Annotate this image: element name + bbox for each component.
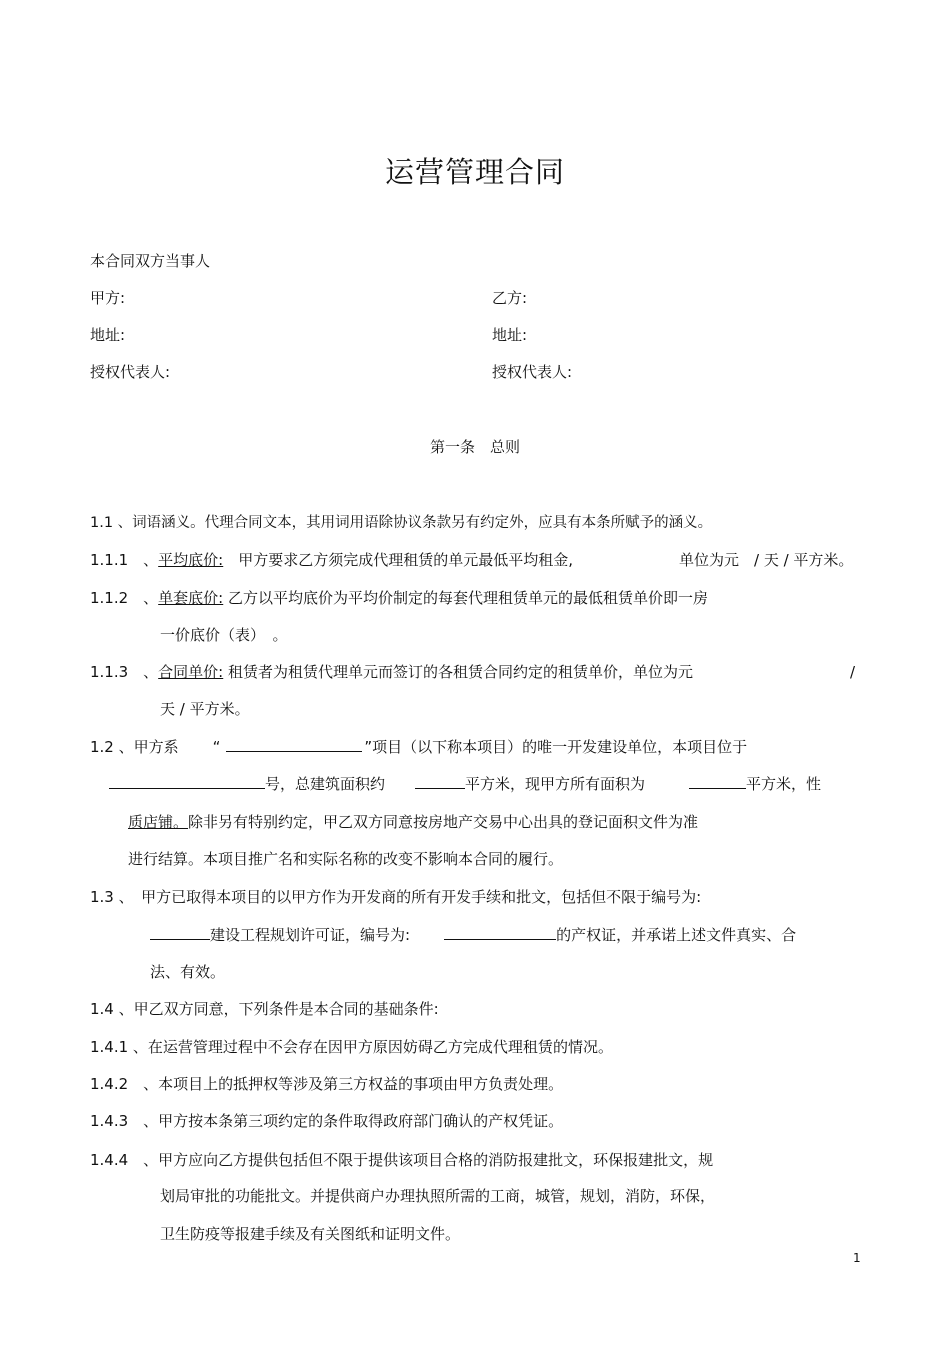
project-name-blank (226, 737, 362, 752)
clause-1-1-3-continued: 天 / 平方米。 (160, 700, 250, 718)
property-type: 质店铺。 (128, 813, 189, 831)
clause-1-1-3 (90, 662, 693, 682)
clause-1-1-1-unit: 单位为元 / 天 / 平方米。 (679, 551, 854, 569)
certificate-number-blank (444, 925, 556, 940)
clause-1-4-4-line1: 1.4.4 、甲方应向乙方提供包括但不限于提供该项目合格的消防报建批文，环保报建批文，规 (90, 1151, 714, 1169)
clause-text: 租赁者为租赁代理单元而签订的各租赁合同约定的租赁单价，单位为元 (223, 663, 694, 681)
clause-text: 的产权证，并承诺上述文件真实、合 (556, 926, 797, 944)
clause-1-2-line4: 进行结算。本项目推广名和实际名称的改变不影响本合同的履行。 (128, 850, 564, 868)
clause-text: 1.2 、甲方系 (90, 738, 179, 756)
clause-text: 除非另有特别约定，甲乙双方同意按房地产交易中心出具的登记面积文件为准 (188, 813, 699, 831)
owned-area-blank (689, 774, 746, 789)
clause-1-4-3: 1.4.3 、甲方按本条第三项约定的条件取得政府部门确认的产权凭证。 (90, 1112, 564, 1130)
page-number: 1 (853, 1251, 861, 1265)
defined-term: 平均底价: (158, 551, 224, 569)
document-title: 运营管理合同 (384, 155, 565, 189)
clause-1-3-line2 (150, 925, 796, 945)
defined-term: 合同单价: (158, 663, 224, 681)
clause-1-4: 1.4 、甲乙双方同意，下列条件是本合同的基础条件: (90, 1000, 439, 1018)
clause-number: 1.1.1 、 (90, 551, 159, 569)
clause-1-4-1: 1.4.1 、在运营管理过程中不会存在因甲方原因妨碍乙方完成代理租赁的情况。 (90, 1038, 613, 1056)
clause-text: 乙方以平均底价为平均价制定的每套代理租赁单元的最低租赁单价即一房 (223, 589, 709, 607)
clause-1-4-4-line3: 卫生防疫等报建手续及有关图纸和证明文件。 (160, 1225, 461, 1243)
party-b-name-label: 乙方: (492, 289, 528, 307)
clause-1-4-4-line2: 划局审批的功能批文。并提供商户办理执照所需的工商，城管，规划，消防，环保， (160, 1187, 716, 1205)
clause-text: 建设工程规划许可证，编号为: (210, 926, 411, 944)
clause-text: ”项目（以下称本项目）的唯一开发建设单位，本项目位于 (364, 738, 748, 756)
party-a-address-label: 地址: (90, 326, 126, 344)
clause-1-2-line3 (128, 812, 698, 832)
clause-text: 号，总建筑面积约 (265, 775, 386, 793)
unit-slash: / (850, 663, 856, 681)
party-b-address-label: 地址: (492, 326, 528, 344)
clause-text: 平方米，现甲方所有面积为 (465, 775, 646, 793)
party-a-name-label: 甲方: (90, 289, 126, 307)
clause-1-1: 1.1 、词语涵义。代理合同文本，其用词用语除协议条款另有约定外，应具有本条所赋予的涵义。 (90, 515, 713, 531)
clause-number: 1.1.3 、 (90, 663, 159, 681)
open-quote: “ (212, 738, 221, 756)
clause-1-3-line3: 法、有效。 (150, 963, 226, 981)
clause-number: 1.1.2 、 (90, 589, 159, 607)
total-area-blank (415, 774, 465, 789)
article-heading: 第一条 总则 (429, 438, 520, 456)
clause-1-1-1 (90, 550, 573, 570)
permit-number-blank (150, 925, 210, 940)
clause-1-3-line1: 1.3 、 甲方已取得本项目的以甲方作为开发商的所有开发手续和批文，包括但不限于编号为: (90, 888, 702, 906)
clause-text: 平方米，性 (746, 775, 822, 793)
party-a-rep-label: 授权代表人: (90, 363, 171, 381)
clause-1-1-2-continued: 一价底价（表） 。 (160, 626, 288, 644)
clause-1-4-2: 1.4.2 、本项目上的抵押权等涉及第三方权益的事项由甲方负责处理。 (90, 1075, 564, 1093)
clause-text: 甲方要求乙方须完成代理租赁的单元最低平均租金, (223, 551, 574, 569)
clause-1-2-line2 (109, 774, 821, 794)
clause-1-1-2 (90, 588, 708, 608)
parties-intro: 本合同双方当事人 (90, 252, 211, 270)
address-blank (109, 774, 265, 789)
party-b-rep-label: 授权代表人: (492, 363, 573, 381)
clause-1-2-line1 (90, 737, 747, 757)
defined-term: 单套底价: (158, 589, 224, 607)
